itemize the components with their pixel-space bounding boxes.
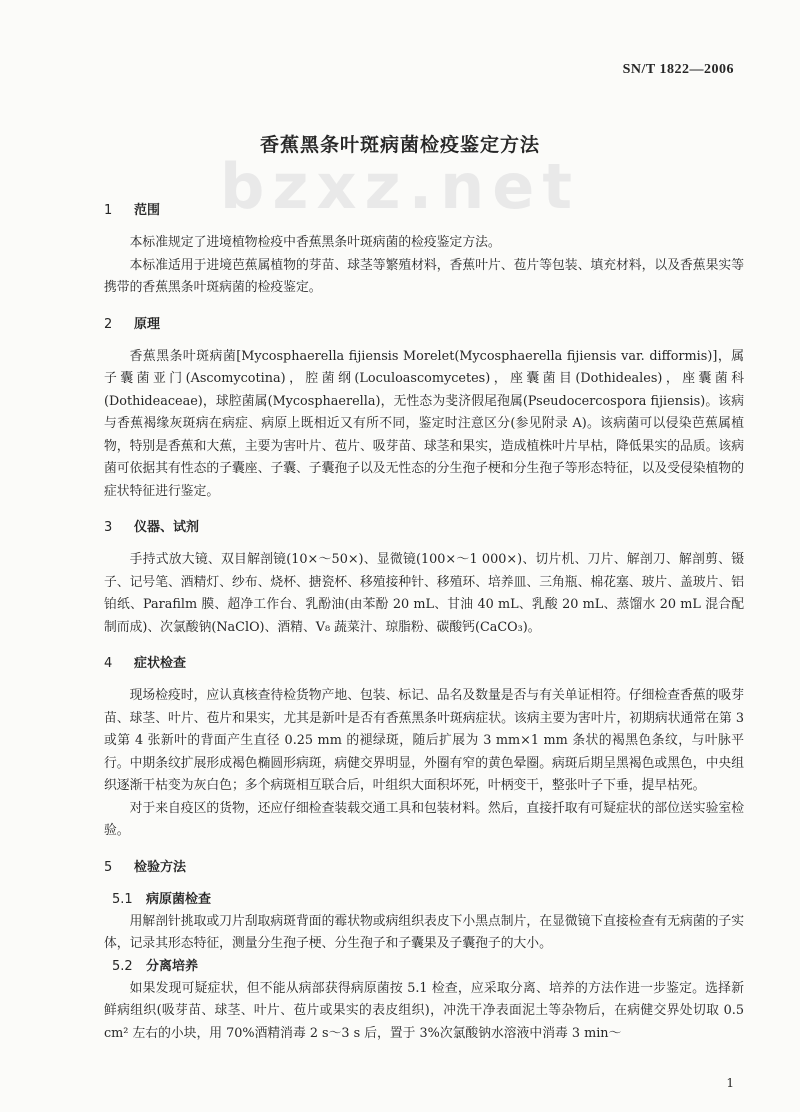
paragraph: 手持式放大镜、双目解剖镜(10×～50×)、显微镜(100×～1 000×)、切片机、刀片、解剖刀、解剖剪、镊子、记号笔、酒精灯、纱布、烧杯、搪瓷杯、移殖接种针、移殖环、培养皿、三角瓶、棉花塞、玻片、盖玻片、铝铂纸、Parafilm 膜、超净工作台、乳酚油(由苯酚 20 mL、甘油 40 mL、乳酸 20 mL、蒸馏水 20 mL 混合配制而成)、次氯酸钠(NaClO)、酒精、V₈ 蔬菜汁、琼脂粉、碳酸钙(CaCO₃)。 xyxy=(104,552,744,635)
document-body xyxy=(104,200,744,1045)
paragraph: 香蕉黑条叶斑病菌[Mycosphaerella fijiensis Morelet(Mycosphaerella fijiensis var. difformis)]，属子囊菌亚门(Ascomycotina)，腔菌纲(Loculoascomycetes)，座囊菌目(Dothideales)，座囊菌科(Dothideaceae)，球腔菌属(Mycosphaerella)，无性态为斐济假尾孢属(Pseudocercospora fijiensis)。该病与香蕉褐缘灰斑病在病症、病原上既相近又有所不同，鉴定时注意区分(参见附录 A)。该病菌可以侵染芭蕉属植物，特别是香蕉和大蕉，主要为害叶片、苞片、吸芽苗、球茎和果实，造成植株叶片早枯，降低果实的品质。该病菌可依据其有性态的子囊座、子囊、子囊孢子以及无性态的分生孢子梗和分生孢子等形态特征，以及受侵染植物的症状特征进行鉴定。 xyxy=(104,348,744,499)
subsection-number: 5.2 xyxy=(112,958,133,974)
section-heading-methods xyxy=(104,857,744,879)
watermark: bzxz.net xyxy=(220,150,580,223)
section-title: 仪器、试剂 xyxy=(134,520,200,535)
page-number: 1 xyxy=(726,1076,734,1090)
section-heading-symptoms xyxy=(104,653,744,675)
subsection-heading-pathogen xyxy=(112,889,744,911)
section-number: 2 xyxy=(104,316,113,332)
section-heading-principle xyxy=(104,314,744,336)
subsection-number: 5.1 xyxy=(112,891,133,907)
section-number: 3 xyxy=(104,520,113,535)
paragraph: 如果发现可疑症状，但不能从病部获得病原菌按 5.1 检查，应采取分离、培养的方法作进一步鉴定。选择新鲜病组织(吸芽苗、球茎、叶片、苞片或果实的表皮组织)，冲洗干净表面泥土等杂物后，在病健交界处切取 0.5 cm² 左右的小块，用 70%酒精消毒 2 s～3 s 后，置于 3%次氯酸钠水溶液中消毒 3 min～ xyxy=(104,980,744,1041)
subsection-heading-isolation xyxy=(112,956,744,978)
section-title: 范围 xyxy=(134,203,161,218)
section-number: 1 xyxy=(104,203,113,218)
section-number: 5 xyxy=(104,859,113,875)
paragraph: 本标准规定了进境植物检疫中香蕉黑条叶斑病菌的检疫鉴定方法。 xyxy=(129,235,501,250)
section-title: 检验方法 xyxy=(134,859,187,875)
subsection-title: 病原菌检查 xyxy=(146,891,212,907)
paragraph: 现场检疫时，应认真核查待检货物产地、包装、标记、品名及数量是否与有关单证相符。仔细检查香蕉的吸芽苗、球茎、叶片、苞片和果实，尤其是新叶是否有香蕉黑条叶斑病症状。该病主要为害叶片，初期病状通常在第 3 或第 4 张新叶的背面产生直径 0.25 mm 的褪绿斑，随后扩展为 3 mm×1 mm 条状的褐黑色条纹，与叶脉平行。中期条纹扩展形成褐色椭圆形病斑，病健交界明显，外圈有窄的黄色晕圈。病斑后期呈黑褐色或黑色，中央组织逐渐干枯变为灰白色；多个病斑相互联合后，叶组织大面积坏死，叶柄变干，整张叶子下垂，提早枯死。 xyxy=(104,688,744,793)
page-title: 香蕉黑条叶斑病菌检疫鉴定方法 xyxy=(259,134,540,156)
paragraph: 本标准适用于进境芭蕉属植物的芽苗、球茎等繁殖材料，香蕉叶片、苞片等包装、填充材料，以及香蕉果实等携带的香蕉黑条叶斑病菌的检疫鉴定。 xyxy=(104,257,744,295)
paragraph: 用解剖针挑取或刀片刮取病斑背面的霉状物或病组织表皮下小黑点制片，在显微镜下直接检查有无病菌的子实体，记录其形态特征，测量分生孢子梗、分生孢子和子囊果及子囊孢子的大小。 xyxy=(104,913,744,951)
standard-code: SN/T 1822—2006 xyxy=(622,62,734,77)
section-title: 原理 xyxy=(134,316,161,332)
section-heading-instruments xyxy=(104,517,744,539)
subsection-title: 分离培养 xyxy=(146,958,199,974)
paragraph: 对于来自疫区的货物，还应仔细检查装载交通工具和包装材料。然后，直接扦取有可疑症状的部位送实验室检验。 xyxy=(104,800,744,838)
section-number: 4 xyxy=(104,656,113,671)
section-title: 症状检查 xyxy=(134,656,187,671)
section-heading-scope xyxy=(104,200,744,222)
